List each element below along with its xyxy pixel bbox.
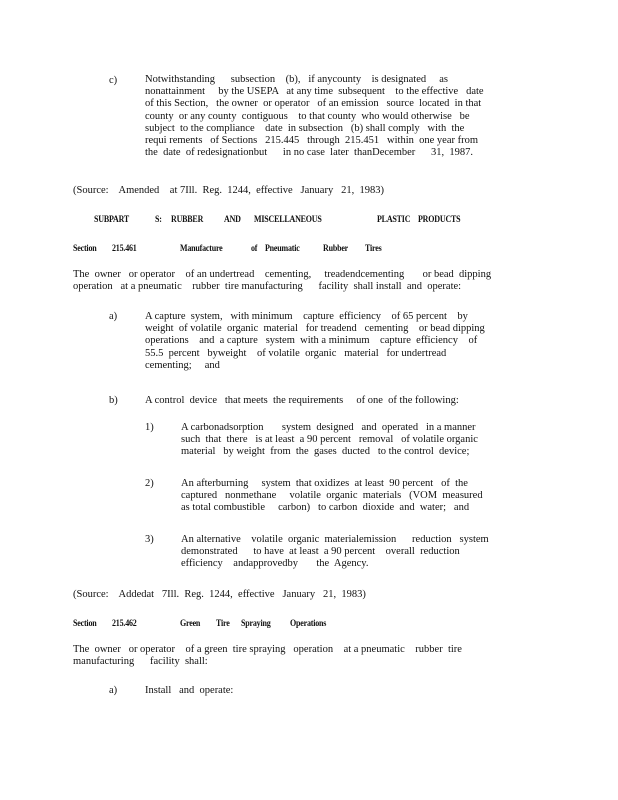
item-b-label: b): [109, 395, 118, 406]
item-a-text: [145, 311, 485, 372]
text-line: Notwithstanding subsection (b), if anycounty is designated as: [145, 74, 448, 85]
text-line: An alternative volatile organic materialemission reduction system: [181, 534, 489, 545]
section-title-word: Pneumatic: [265, 243, 300, 254]
text-line: nonattainment by the USEPA at any time subsequent to the effective date: [145, 86, 484, 98]
item-a2-label: a): [109, 685, 118, 696]
item-c-text: [145, 74, 484, 159]
section-title-word: Green: [180, 618, 201, 629]
text-line: A capture system, with minimum capture efficiency of 65 percent by: [145, 311, 468, 322]
subpart-word: MISCELLANEOUS: [254, 214, 322, 225]
subpart-word: RUBBER: [171, 214, 204, 225]
text-line: captured nonmethane volatile organic materials (VOM measured: [181, 490, 483, 502]
section-title-word: Operations: [290, 618, 327, 629]
text-line: subject to the compliance date in subsection (b) shall comply with the: [145, 122, 465, 134]
text-line: as total combustible carbon) to carbon dioxide and water; and: [181, 502, 470, 514]
subpart-word: PRODUCTS: [418, 214, 461, 225]
text-line: material by weight from the gases ducted to the control device;: [181, 446, 470, 458]
source-note: (Source: Amended at 7Ill. Reg. 1244, effective January 21, 1983): [73, 185, 384, 196]
text-line: The owner or operator of an undertread cementing, treadendcementing or bead dipping: [73, 269, 492, 280]
text-line: manufacturing facility shall:: [73, 656, 208, 668]
section-title-word: Manufacture: [180, 243, 223, 254]
section-title-word: Rubber: [323, 243, 349, 254]
section-461-intro: [73, 269, 491, 293]
text-line: demonstrated to have at least a 90 percent overall reduction: [181, 546, 460, 558]
text-line: An afterburning system that oxidizes at least 90 percent of the: [181, 478, 468, 489]
subpart-word: SUBPART: [94, 214, 130, 225]
section-title-word: of: [251, 243, 258, 254]
section-number: 215.462: [112, 618, 137, 629]
text-line: operations and a capture system with a minimum capture efficiency of: [145, 335, 478, 347]
sub-2-label: 2): [145, 478, 154, 489]
section-title-word: Tire: [216, 618, 230, 629]
item-b-text: A control device that meets the requirements of one of the following:: [145, 395, 459, 406]
item-c-label: c): [109, 75, 118, 86]
text-line: The owner or operator of a green tire spraying operation at a pneumatic rubber tire: [73, 644, 462, 655]
text-line: operation at a pneumatic rubber tire manufacturing facility shall install and operate:: [73, 281, 462, 293]
sub-1-text: [181, 422, 478, 459]
subpart-word: AND: [224, 214, 241, 225]
subpart-word: S:: [155, 214, 162, 225]
text-line: the date of redesignationbut in no case later thanDecember 31, 1987.: [145, 147, 474, 159]
subpart-word: PLASTIC: [377, 214, 411, 225]
sub-1-label: 1): [145, 422, 154, 433]
item-a2-text: Install and operate:: [145, 685, 234, 696]
sub-3-text: [181, 534, 489, 571]
sub-2-text: [181, 478, 483, 515]
section-word: Section: [73, 618, 97, 629]
text-line: efficiency andapprovedby the Agency.: [181, 558, 369, 570]
source-note: (Source: Addedat 7Ill. Reg. 1244, effective January 21, 1983): [73, 589, 366, 600]
section-number: 215.461: [112, 243, 137, 254]
sub-3-label: 3): [145, 534, 154, 545]
text-line: county or any county contiguous to that county who would otherwise be: [145, 110, 470, 122]
section-word: Section: [73, 243, 97, 254]
item-a-label: a): [109, 311, 118, 322]
text-line: 55.5 percent byweight of volatile organic material for undertread: [145, 347, 447, 359]
text-line: such that there is at least a 90 percent removal of volatile organic: [181, 434, 478, 446]
section-462-intro: [73, 644, 462, 668]
text-line: cementing; and: [145, 359, 220, 371]
text-line: of this Section, the owner or operator of an emission source located in that: [145, 98, 482, 110]
text-line: weight of volatile organic material for treadend cementing or bead dipping: [145, 323, 485, 335]
text-line: A carbonadsorption system designed and operated in a manner: [181, 422, 476, 433]
section-title-word: Spraying: [241, 618, 271, 629]
text-line: requi rements of Sections 215.445 through 215.451 within one year from: [145, 135, 479, 147]
section-title-word: Tires: [365, 243, 382, 254]
